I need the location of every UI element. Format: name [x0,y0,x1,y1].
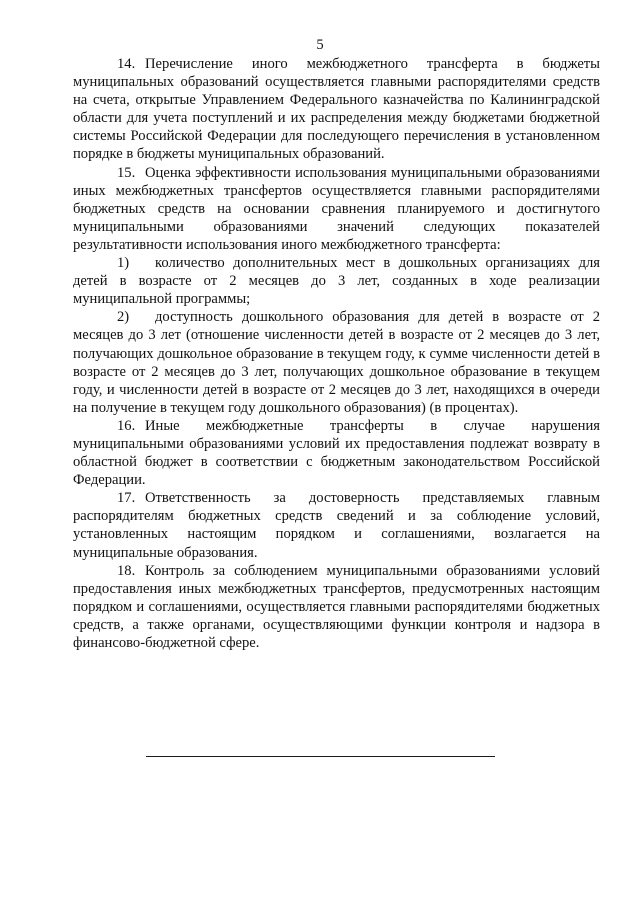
list-item-1 [73,254,600,308]
paragraph-18 [73,562,600,652]
paragraph-number: 14. [117,56,136,72]
paragraph-text: Иные межбюджетные трансферты в случае нарушения муниципальными образованиями условий их предоставления подлежат возврату в областной бюджет в соответствии с бюджетным законодательством Российской Федерации. [73,417,600,489]
paragraph-number: 16. [117,417,136,434]
paragraph-15 [73,164,600,254]
paragraph-text: Перечисление иного межбюджетного трансферта в бюджеты муниципальных образований осуществляется главными распорядителями средств на счета, открытые Управлением Федерального казначейства по Калининградской области для учета поступлений и их распределения между бюджетами бюджетной системы Российской Федерации для последующего перечисления в установленном порядке в бюджеты муниципальных образований. [73,56,600,163]
paragraph-number: 17. [117,490,136,507]
paragraph-14 [73,55,600,164]
document-body [73,55,600,652]
paragraph-16 [73,417,600,489]
list-item-text: количество дополнительных мест в дошкольных организациях для детей в возрасте от 2 месяцев до 3 лет, созданных в ходе реализации муниципальной программы; [73,255,600,308]
list-item-text: доступность дошкольного образования для детей в возрасте от 2 месяцев до 3 лет (отношение численности детей в возрасте от 2 месяцев до 3 лет, получающих дошкольное образование в текущем году, к сумме численности детей в возрасте от 2 месяцев до 3 лет, получающих дошкольное образование в текущем году, и численности детей в возрасте от 2 месяцев до 3 лет, находящихся в очереди на получение в текущем году дошкольного образования) (в процентах). [73,309,600,416]
paragraph-text: Оценка эффективности использования муниципальными образованиями иных межбюджетных трансфертов осуществляется главными распорядителями бюджетных средств на основании сравнения планируемого и достигнутого муниципальными образованиями значений следующих показателей результативности использования иного межбюджетного трансферта: [73,164,600,253]
list-item-2 [73,308,600,417]
list-item-number: 1) [117,255,130,272]
paragraph-number: 15. [117,164,136,181]
list-item-number: 2) [117,309,130,326]
paragraph-text: Ответственность за достоверность представляемых главным распорядителям бюджетных средств сведений и за соблюдение условий, установленных настоящим порядком и соглашениями, возлагается на муниципальные образования. [73,490,600,561]
paragraph-number: 18. [117,562,136,579]
paragraph-text: Контроль за соблюдением муниципальными образованиями условий предоставления иных межбюджетных трансфертов, предусмотренных настоящим порядком и соглашениями, осуществляется главными распорядителями бюджетных средств, а также органами, осуществляющими функции контроля и надзора в финансово-бюджетной сфере. [73,562,600,651]
closing-divider-line [146,756,495,757]
paragraph-17 [73,489,600,561]
page-number: 5 [316,37,324,53]
